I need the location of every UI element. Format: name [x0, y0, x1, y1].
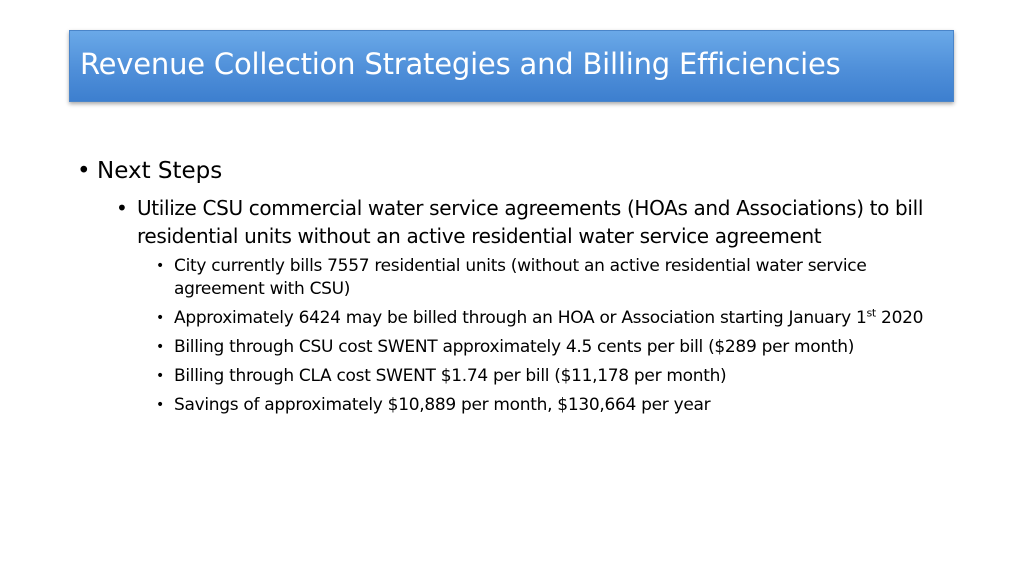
- list-item: [156, 307, 946, 330]
- list-item-text-continued: 2020: [875, 308, 924, 328]
- bullet-dot-icon: •: [116, 196, 128, 220]
- list-item: [156, 336, 946, 359]
- bullet-dot-icon: •: [156, 310, 164, 326]
- bullet-level2-text: Utilize CSU commercial water service agreements (HOAs and Associations) to bill residential units without an active residential water service agreement: [137, 196, 924, 248]
- list-item-text: City currently bills 7557 residential units (without an active residential water service agreement with CSU): [174, 256, 867, 299]
- bullet-level3-list: [156, 255, 946, 423]
- bullet-dot-icon: •: [77, 158, 91, 184]
- bullet-dot-icon: •: [156, 397, 164, 413]
- title-bar: [69, 30, 954, 102]
- list-item-text: Billing through CSU cost SWENT approximately 4.5 cents per bill ($289 per month): [174, 337, 855, 357]
- slide-title: Revenue Collection Strategies and Billing Efficiencies: [80, 47, 841, 81]
- list-item: [156, 255, 946, 301]
- list-item-text: Billing through CLA cost SWENT $1.74 per bill ($11,178 per month): [174, 366, 727, 386]
- list-item: [156, 394, 946, 417]
- list-item-text: Savings of approximately $10,889 per month, $130,664 per year: [174, 395, 711, 415]
- bullet-dot-icon: •: [156, 258, 164, 274]
- bullet-dot-icon: •: [156, 368, 164, 384]
- list-item: [156, 365, 946, 388]
- bullet-dot-icon: •: [156, 339, 164, 355]
- list-item-text: Approximately 6424 may be billed through an HOA or Association starting January 1: [174, 308, 867, 328]
- bullet-level1-text: Next Steps: [97, 158, 223, 184]
- ordinal-suffix: st: [866, 306, 876, 320]
